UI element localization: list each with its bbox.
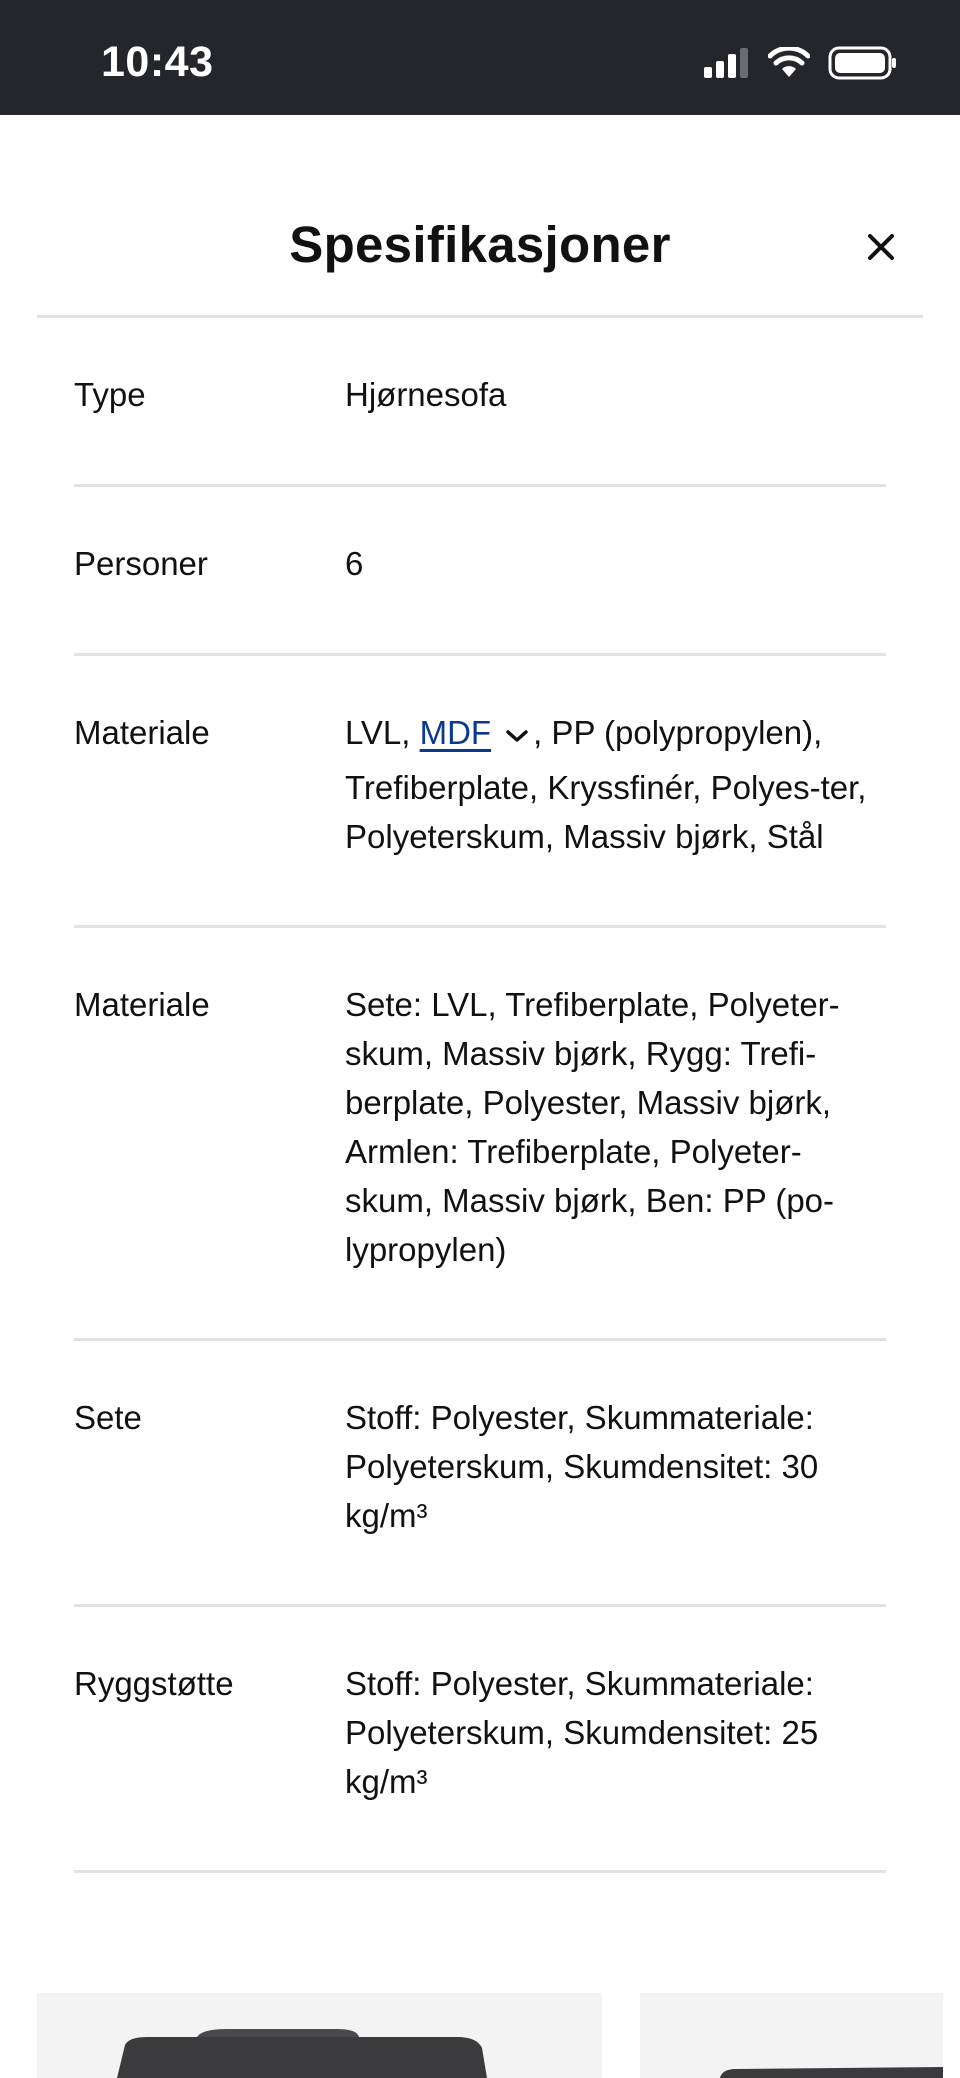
spec-label: Sete bbox=[74, 1399, 142, 1436]
spec-value bbox=[345, 708, 886, 861]
battery-icon bbox=[828, 46, 898, 80]
spec-modal bbox=[0, 115, 960, 2078]
signal-icon bbox=[704, 48, 750, 78]
modal-title: Spesifikasjoner bbox=[289, 216, 671, 273]
spec-value-suffix: , PP (polypropylen), Trefiberplate, Kryssfinér, Polyes-ter, Polyeterskum, Massiv bjørk, Stål bbox=[345, 714, 867, 855]
spec-value: 6 bbox=[345, 545, 364, 582]
status-icons bbox=[704, 46, 898, 80]
spec-label: Materiale bbox=[74, 986, 210, 1023]
spec-list bbox=[74, 318, 886, 1873]
spec-label: Personer bbox=[74, 545, 208, 582]
spec-row-ryggstotte bbox=[74, 1607, 886, 1873]
spec-label: Ryggstøtte bbox=[74, 1665, 234, 1702]
status-time: 10:43 bbox=[101, 38, 214, 86]
spec-label: Materiale bbox=[74, 714, 210, 751]
spec-value: Sete: LVL, Trefiberplate, Polyeter-skum, Massiv bjørk, Rygg: Trefi-berplate, Polyester, Massiv bjørk, Armlen: Trefiberplate, Polyeter-skum, Massiv bjørk, Ben: PP (po-lypropylen) bbox=[345, 986, 840, 1268]
mdf-link[interactable]: MDF bbox=[419, 714, 492, 752]
spec-value-prefix: LVL, bbox=[345, 714, 420, 752]
close-icon bbox=[866, 232, 896, 262]
spec-row-materiale-detail bbox=[74, 928, 886, 1341]
spec-value: Stoff: Polyester, Skummateriale: Polyeterskum, Skumdensitet: 25 kg/m³ bbox=[345, 1665, 819, 1800]
spec-value: Stoff: Polyester, Skummateriale: Polyeterskum, Skumdensitet: 30 kg/m³ bbox=[345, 1399, 819, 1534]
product-image[interactable] bbox=[640, 1993, 943, 2078]
status-bar bbox=[0, 0, 960, 115]
spec-row-personer bbox=[74, 487, 886, 656]
chevron-down-icon[interactable] bbox=[505, 708, 529, 757]
modal-header bbox=[37, 115, 923, 318]
spec-row-type bbox=[74, 318, 886, 487]
spec-row-sete bbox=[74, 1341, 886, 1607]
spec-value: Hjørnesofa bbox=[345, 376, 507, 413]
product-image[interactable] bbox=[37, 1993, 602, 2078]
wifi-icon bbox=[768, 47, 810, 79]
product-image-strip bbox=[0, 1993, 960, 2078]
spec-label: Type bbox=[74, 376, 146, 413]
close-button[interactable] bbox=[861, 227, 901, 267]
spec-row-materiale bbox=[74, 656, 886, 928]
